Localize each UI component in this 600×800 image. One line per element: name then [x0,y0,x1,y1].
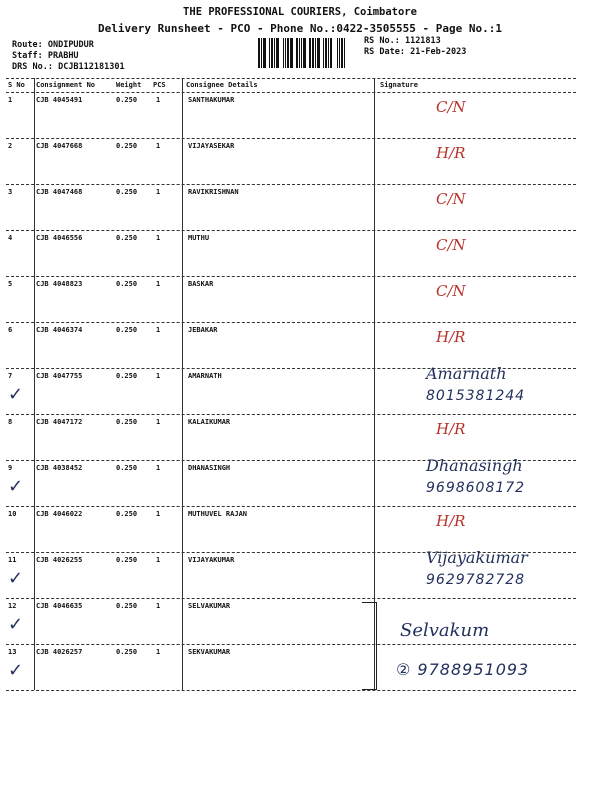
cell-consignment: CJB 4046556 [36,234,83,242]
cell-weight: 0.250 [116,96,138,104]
rs-date-line [364,47,466,57]
barcode-bar [301,38,302,68]
barcode-bar [315,38,316,68]
barcode-bar [341,38,343,68]
table-row [6,324,576,368]
cell-sno: 8 [8,418,13,426]
route-line [12,40,94,50]
barcode-bar [330,38,332,68]
cell-sno: 5 [8,280,13,288]
shared-signature-name: Selvakum [400,620,490,641]
row-divider [6,184,576,185]
header-top-rule [6,78,576,79]
cell-sno: 7 [8,372,13,380]
company-title: THE PROFESSIONAL COURIERS, Coimbatore [183,6,417,18]
signature-bracket [362,602,377,690]
cell-consignee: VIJAYASEKAR [188,142,235,150]
cell-consignment: CJB 4046022 [36,510,83,518]
barcode-bar [263,38,266,68]
shared-signature-phone: ② 9788951093 [396,660,530,679]
cell-sno: 10 [8,510,17,518]
cell-weight: 0.250 [116,510,138,518]
cell-consignee: BASKAR [188,280,214,288]
cell-consignee: SANTHAKUMAR [188,96,235,104]
cell-pcs: 1 [156,188,161,196]
check-mark-icon: ✓ [8,384,24,405]
cell-consignment: CJB 4047172 [36,418,83,426]
table-row [6,364,576,414]
cell-pcs: 1 [156,464,161,472]
barcode-bar [317,38,320,68]
barcode-bar [303,38,306,68]
signature-mark: Dhanasingh [426,456,523,475]
table-row [6,416,576,460]
check-mark-icon: ✓ [8,614,24,635]
runsheet-line: Delivery Runsheet - PCO - Phone No.:0422-3505555 - Page No.:1 [98,22,502,35]
cell-weight: 0.250 [116,142,138,150]
cell-consignment: CJB 4026255 [36,556,83,564]
cell-consignee: MUTHUVEL RAJAN [188,510,248,518]
barcode-bar [296,38,298,68]
cell-consignee: SEKVAKUMAR [188,648,231,656]
signature-phone: 9629782728 [426,572,526,588]
col-header-weight: Weight [116,81,142,89]
cell-sno: 11 [8,556,17,564]
cell-consignee: RAVIKRISHNAN [188,188,239,196]
table-row [6,186,576,230]
cell-sno: 3 [8,188,13,196]
barcode-bar [258,38,260,68]
cell-sno: 4 [8,234,13,242]
barcode-bar [285,38,286,68]
col-header-sno: S No [8,81,25,89]
table-row [6,508,576,552]
row-divider [6,414,576,415]
cell-weight: 0.250 [116,464,138,472]
barcode-bar [309,38,311,68]
check-mark-icon: ✓ [8,476,24,497]
cell-consignee: AMARNATH [188,372,222,380]
row-divider [6,598,576,599]
signature-phone: 8015381244 [426,388,526,404]
barcode-bar [299,38,300,68]
cell-consignee: VIJAYAKUMAR [188,556,235,564]
cell-pcs: 1 [156,602,161,610]
cell-consignee: KALAIKUMAR [188,418,231,426]
cell-pcs: 1 [156,648,161,656]
signature-phone: 9698608172 [426,480,526,496]
cell-consignee: MUTHU [188,234,210,242]
runsheet-table [6,78,576,690]
row-divider [6,138,576,139]
cell-consignment: CJB 4047668 [36,142,83,150]
staff-line [12,51,79,61]
signature-mark: C/N [436,282,466,300]
cell-weight: 0.250 [116,418,138,426]
cell-consignee: SELVAKUMAR [188,602,231,610]
cell-pcs: 1 [156,372,161,380]
table-row [6,600,576,644]
cell-weight: 0.250 [116,556,138,564]
header-bottom-rule [6,92,576,93]
signature-mark: C/N [436,236,466,254]
row-divider [6,690,576,691]
table-row [6,232,576,276]
cell-consignment: CJB 4047468 [36,188,83,196]
table-row [6,140,576,184]
barcode-bar [323,38,324,68]
barcode-bar [290,38,293,68]
barcode-bar [274,38,275,68]
staff-value: PRABHU [47,51,79,61]
cell-consignment: CJB 4045491 [36,96,83,104]
signature-mark: H/R [436,144,466,162]
barcode-bar [325,38,327,68]
col-header-consignee: Consignee Details [186,81,258,89]
cell-consignment: CJB 4046374 [36,326,83,334]
cell-pcs: 1 [156,418,161,426]
barcode-bar [271,38,273,68]
cell-weight: 0.250 [116,280,138,288]
barcode-bar [344,38,345,68]
rs-date-label: RS Date: [364,47,405,57]
cell-weight: 0.250 [116,234,138,242]
cell-consignee: DHANASINGH [188,464,231,472]
barcode-bar [312,38,314,68]
cell-consignment: CJB 4038452 [36,464,83,472]
table-row [6,94,576,138]
row-divider [6,506,576,507]
drs-value: DCJB112181301 [58,62,125,72]
cell-weight: 0.250 [116,648,138,656]
cell-pcs: 1 [156,234,161,242]
rs-date-value: 21-Feb-2023 [410,47,467,57]
barcode [258,38,358,68]
signature-mark: H/R [436,512,466,530]
cell-consignment: CJB 4048823 [36,280,83,288]
barcode-bar [337,38,338,68]
cell-pcs: 1 [156,326,161,334]
barcode-bar [261,38,262,68]
cell-pcs: 1 [156,556,161,564]
barcode-bar [287,38,289,68]
signature-mark: C/N [436,98,466,116]
route-value: ONDIPUDUR [47,40,94,50]
cell-weight: 0.250 [116,602,138,610]
barcode-bar [276,38,279,68]
table-row [6,456,576,506]
cell-weight: 0.250 [116,372,138,380]
check-mark-icon: ✓ [8,568,24,589]
row-divider [6,230,576,231]
cell-sno: 9 [8,464,13,472]
check-mark-icon: ✓ [8,660,24,681]
barcode-bar [269,38,270,68]
cell-sno: 2 [8,142,13,150]
signature-mark: H/R [436,328,466,346]
cell-consignee: JEBAKAR [188,326,218,334]
signature-mark: Vijayakumar [426,548,528,567]
staff-label: Staff: [12,51,43,61]
cell-sno: 6 [8,326,13,334]
barcode-bar [283,38,284,68]
drs-line [12,62,125,72]
cell-weight: 0.250 [116,188,138,196]
col-header-consignment: Consignment No [36,81,96,89]
cell-pcs: 1 [156,280,161,288]
signature-mark: Amarnath [426,364,507,383]
rs-no-value: 1121813 [404,36,441,46]
cell-consignment: CJB 4026257 [36,648,83,656]
cell-sno: 1 [8,96,13,104]
signature-mark: H/R [436,420,466,438]
cell-sno: 13 [8,648,17,656]
table-row [6,278,576,322]
cell-pcs: 1 [156,142,161,150]
route-label: Route: [12,40,43,50]
table-row [6,548,576,598]
cell-weight: 0.250 [116,326,138,334]
cell-consignment: CJB 4047755 [36,372,83,380]
signature-mark: C/N [436,190,466,208]
rs-no-label: RS No.: [364,36,400,46]
rs-no-line [364,36,441,46]
row-divider [6,322,576,323]
row-divider [6,644,576,645]
col-header-pcs: PCS [153,81,166,89]
cell-pcs: 1 [156,96,161,104]
row-divider [6,276,576,277]
cell-sno: 12 [8,602,17,610]
drs-label: DRS No.: [12,62,53,72]
cell-consignment: CJB 4046635 [36,602,83,610]
barcode-bar [328,38,329,68]
cell-pcs: 1 [156,510,161,518]
barcode-bar [339,38,340,68]
col-header-signature: Signature [380,81,418,89]
